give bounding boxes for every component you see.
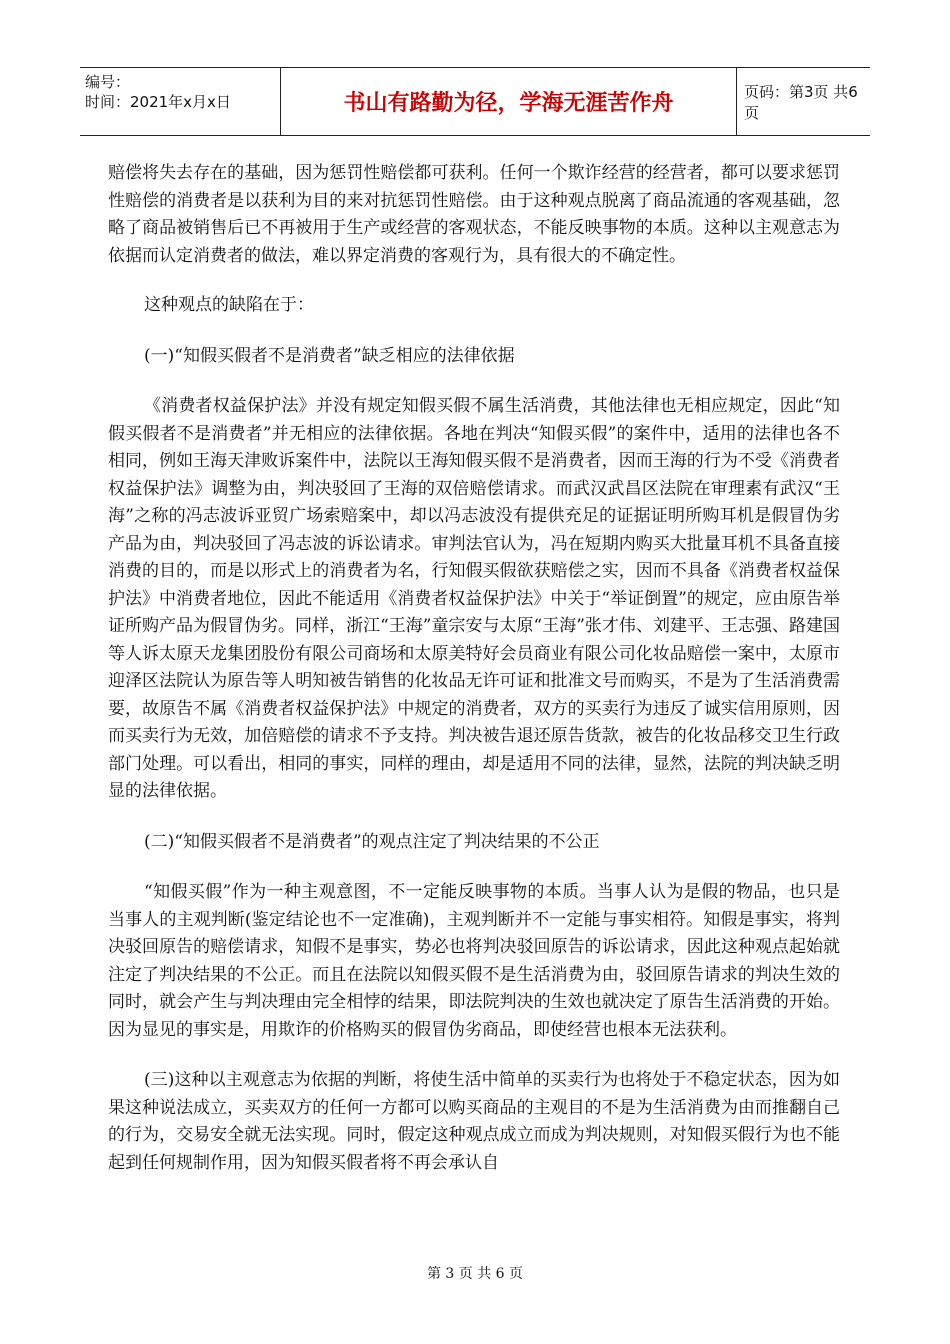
header-page-number: 页码：第3页 共6页 xyxy=(744,82,858,122)
header-motto: 书山有路勤为径，学海无涯苦作舟 xyxy=(281,68,737,135)
body-paragraph: 这种观点的缺陷在于： xyxy=(144,295,314,315)
body-paragraph: “知假买假”作为一种主观意图，不一定能反映事物的本质。当事人认为是假的物品，也只是当事人的主观判断(鉴定结论也不一定准确)，主观判断并不一定能与事实相符。知假是事实，将判决驳回原告的赔偿请求，知假不是事实，势必也将判决驳回原告的诉讼请求，因此这种观点起始就注定了判决结果的不公正。而且在法院以知假买假不是生活消费为由，驳回原告请求的判决生效的同时，就会产生与判决理由完全相悖的结果，即法院判决的生效也就决定了原告生活消费的开始。因为显见的事实是，用欺诈的价格购买的假冒伪劣商品，即使经营也根本无法获利。 xyxy=(108,882,840,1040)
section-heading: (二)“知假买假者不是消费者”的观点注定了判决结果的不公正 xyxy=(144,831,600,852)
body-paragraph: (三)这种以主观意志为依据的判断，将使生活中简单的买卖行为也将处于不稳定状态，因为如果这种说法成立，买卖双方的任何一方都可以购买商品的主观目的不是为生活消费为由而推翻自己的行为，交易安全就无法实现。同时，假定这种观点成立而成为判决规则，对知假买假行为也不能起到任何规制作用，因为知假买假者将不再会承认自 xyxy=(108,1070,840,1173)
body-paragraph: 赔偿将失去存在的基础，因为惩罚性赔偿都可获利。任何一个欺诈经营的经营者，都可以要求惩罚性赔偿的消费者是以获利为目的来对抗惩罚性赔偿。由于这种观点脱离了商品流通的客观基础，忽略了商品被销售后已不再被用于生产或经营的客观状态，不能反映事物的本质。这种以主观意志为依据而认定消费者的做法，难以界定消费的客观行为，具有很大的不确定性。 xyxy=(108,163,840,266)
page-header xyxy=(80,67,870,136)
header-info-cell xyxy=(80,68,281,135)
body-paragraph: 《消费者权益保护法》并没有规定知假买假不属生活消费，其他法律也无相应规定，因此“知假买假者不是消费者”并无相应的法律依据。各地在判决“知假买假”的案件中，适用的法律也各不相同，例如王海天津败诉案件中，法院以王海知假买假不是消费者，因而王海的行为不受《消费者权益保护法》调整为由，判决驳回了王海的双倍赔偿请求。而武汉武昌区法院在审理素有武汉“王海”之称的冯志波诉亚贸广场索赔案中，却以冯志波没有提供充足的证据证明所购耳机是假冒伪劣产品为由，判决驳回了冯志波的诉讼请求。审判法官认为，冯在短期内购买大批量耳机不具备直接消费的目的，而是以形式上的消费者为名，行知假买假欲获赔偿之实，因而不具备《消费者权益保护法》中消费者地位，因此不能适用《消费者权益保护法》中关于“举证倒置”的规定，应由原告举证所购产品为假冒伪劣。同样，浙江“王海”童宗安与太原“王海”张才伟、刘建平、王志强、路建国等人诉太原天龙集团股份有限公司商场和太原美特好会员商业有限公司化妆品赔偿一案中，太原市迎泽区法院认为原告等人明知被告销售的化妆品无许可证和批准文号而购买，不是为了生活消费需要，故原告不属《消费者权益保护法》中规定的消费者，双方的买卖行为违反了诚实信用原则，因而买卖行为无效，加倍赔偿的请求不予支持。判决被告退还原告货款，被告的化妆品移交卫生行政部门处理。可以看出，相同的事实，同样的理由，却是适用不同的法律，显然，法院的判决缺乏明显的法律依据。 xyxy=(108,396,840,801)
page-footer: 第 3 页 共 6 页 xyxy=(426,1266,524,1282)
document-body xyxy=(108,160,840,1200)
document-date-label: 时间：2021年x月x日 xyxy=(85,93,231,111)
document-number-label: 编号： xyxy=(85,73,131,91)
section-heading: (一)“知假买假者不是消费者”缺乏相应的法律依据 xyxy=(144,345,515,366)
